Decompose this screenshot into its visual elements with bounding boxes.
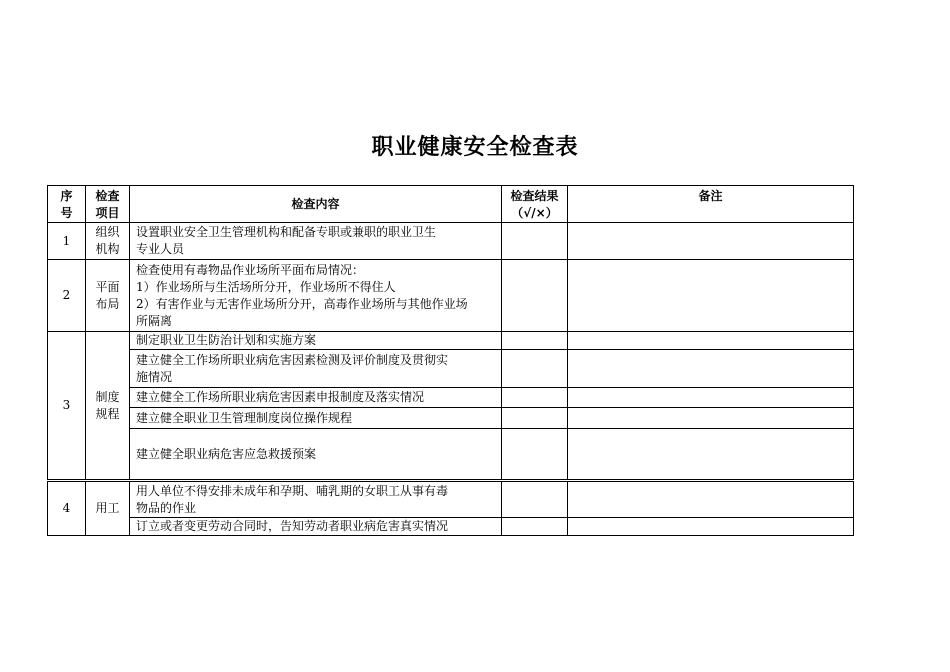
header-remark: 备注 bbox=[568, 186, 854, 223]
content-cell: 建立健全工作场所职业病危害因素申报制度及落实情况 bbox=[130, 388, 502, 408]
content-cell: 订立或者变更劳动合同时，告知劳动者职业病危害真实情况 bbox=[130, 518, 502, 536]
table-row bbox=[48, 481, 854, 518]
remark-cell[interactable] bbox=[568, 481, 854, 518]
seq-cell: 4 bbox=[48, 481, 86, 536]
checklist-table bbox=[47, 185, 854, 536]
seq-cell: 3 bbox=[48, 332, 86, 481]
result-cell[interactable] bbox=[502, 481, 568, 518]
table-row bbox=[48, 260, 854, 332]
table-row bbox=[48, 518, 854, 536]
table-row bbox=[48, 388, 854, 408]
header-result: 检查结果 （√/×） bbox=[502, 186, 568, 223]
header-item: 检查 项目 bbox=[86, 186, 130, 223]
result-cell[interactable] bbox=[502, 332, 568, 350]
item-cell: 用工 bbox=[86, 481, 130, 536]
remark-cell[interactable] bbox=[568, 429, 854, 481]
remark-cell[interactable] bbox=[568, 408, 854, 429]
seq-cell: 1 bbox=[48, 223, 86, 260]
content-cell: 检查使用有毒物品作业场所平面布局情况： 1）作业场所与生活场所分开，作业场所不得住人 2）有害作业与无害作业场所分开，高毒作业场所与其他作业场 所隔离 bbox=[130, 260, 502, 332]
page-title: 职业健康安全检查表 bbox=[371, 135, 579, 160]
result-cell[interactable] bbox=[502, 408, 568, 429]
content-cell: 建立健全职业卫生管理制度岗位操作规程 bbox=[130, 408, 502, 429]
content-cell: 建立健全工作场所职业病危害因素检测及评价制度及贯彻实 施情况 bbox=[130, 350, 502, 388]
table-row bbox=[48, 350, 854, 388]
result-cell[interactable] bbox=[502, 260, 568, 332]
item-cell: 制度 规程 bbox=[86, 332, 130, 481]
item-cell: 组织 机构 bbox=[86, 223, 130, 260]
content-cell: 用人单位不得安排未成年和孕期、哺乳期的女职工从事有毒 物品的作业 bbox=[130, 481, 502, 518]
seq-cell: 2 bbox=[48, 260, 86, 332]
table-row bbox=[48, 332, 854, 350]
result-cell[interactable] bbox=[502, 223, 568, 260]
remark-cell[interactable] bbox=[568, 388, 854, 408]
table-row bbox=[48, 408, 854, 429]
remark-cell[interactable] bbox=[568, 260, 854, 332]
item-cell: 平面 布局 bbox=[86, 260, 130, 332]
header-content: 检查内容 bbox=[130, 186, 502, 223]
table-row bbox=[48, 223, 854, 260]
content-cell: 建立健全职业病危害应急救援预案 bbox=[130, 429, 502, 481]
header-row bbox=[48, 186, 854, 223]
result-cell[interactable] bbox=[502, 388, 568, 408]
remark-cell[interactable] bbox=[568, 518, 854, 536]
table-row bbox=[48, 429, 854, 481]
remark-cell[interactable] bbox=[568, 223, 854, 260]
content-cell: 制定职业卫生防治计划和实施方案 bbox=[130, 332, 502, 350]
remark-cell[interactable] bbox=[568, 350, 854, 388]
result-cell[interactable] bbox=[502, 429, 568, 481]
result-cell[interactable] bbox=[502, 518, 568, 536]
content-cell: 设置职业安全卫生管理机构和配备专职或兼职的职业卫生 专业人员 bbox=[130, 223, 502, 260]
remark-cell[interactable] bbox=[568, 332, 854, 350]
header-seq: 序 号 bbox=[48, 186, 86, 223]
result-cell[interactable] bbox=[502, 350, 568, 388]
